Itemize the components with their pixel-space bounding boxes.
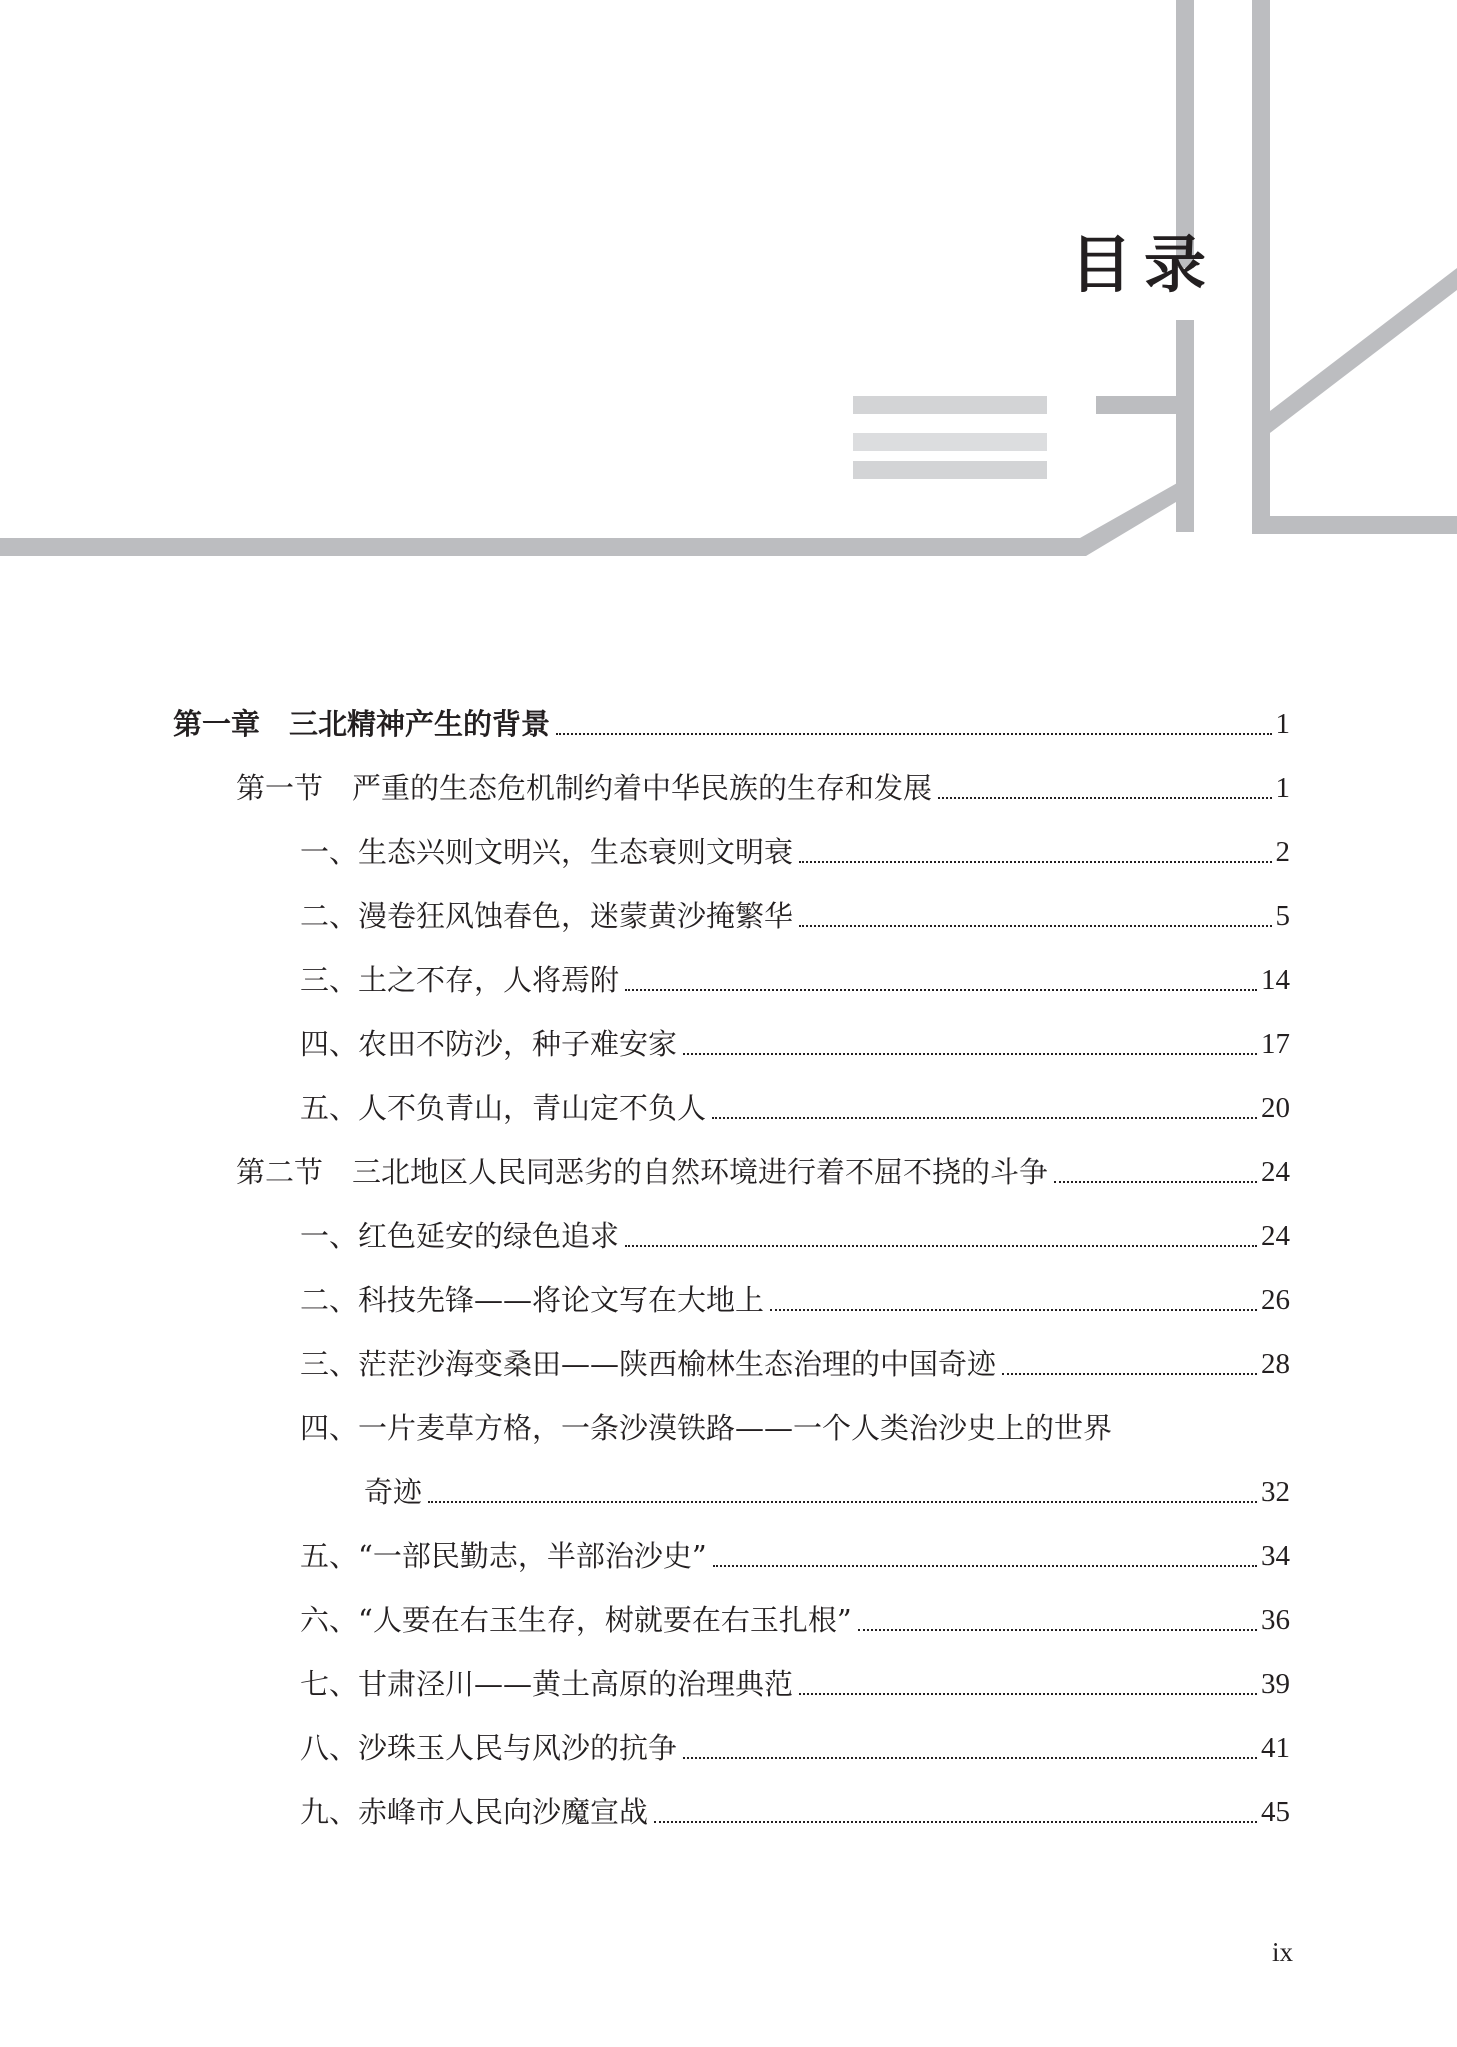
toc-entry-label: 第二节 三北地区人民同恶劣的自然环境进行着不屈不挠的斗争 xyxy=(236,1155,1049,1189)
vertical-bar-right xyxy=(1252,0,1270,532)
bar-middle-solid xyxy=(853,461,1047,479)
toc-entry-label: 第一节 严重的生态危机制约着中华民族的生存和发展 xyxy=(236,771,933,805)
dot-leader xyxy=(556,733,1271,735)
toc-page-number: 20 xyxy=(1261,1092,1290,1124)
dot-leader xyxy=(938,797,1271,799)
toc-entry-label: 奇迹 xyxy=(364,1475,423,1509)
toc-item-line-2[interactable] xyxy=(364,1472,1290,1512)
toc-item[interactable] xyxy=(300,1792,1290,1832)
toc-page-number: 17 xyxy=(1261,1028,1290,1060)
toc-entry-label: 二、科技先锋——将论文写在大地上 xyxy=(300,1283,765,1317)
toc-entry-label: 一、生态兴则文明兴，生态衰则文明衰 xyxy=(300,835,794,869)
horizontal-stub xyxy=(1096,396,1186,414)
dot-leader xyxy=(683,1053,1257,1055)
toc-entry-label: 五、人不负青山，青山定不负人 xyxy=(300,1091,707,1125)
dot-leader xyxy=(654,1821,1257,1823)
toc-page-number: 36 xyxy=(1261,1604,1290,1636)
vertical-bar-left-lower xyxy=(1176,320,1194,532)
toc-entry-label: 第一章 三北精神产生的背景 xyxy=(173,707,551,741)
dot-leader xyxy=(625,989,1257,991)
toc-item[interactable] xyxy=(300,1728,1290,1768)
dot-leader xyxy=(770,1309,1257,1311)
toc-page-number: 34 xyxy=(1261,1540,1290,1572)
toc-entry-label: 二、漫卷狂风蚀春色，迷蒙黄沙掩繁华 xyxy=(300,899,794,933)
toc-page-number: 39 xyxy=(1261,1668,1290,1700)
dot-leader xyxy=(1002,1373,1257,1375)
dot-leader xyxy=(858,1629,1257,1631)
toc-entry-label: 八、沙珠玉人民与风沙的抗争 xyxy=(300,1731,678,1765)
toc-item[interactable] xyxy=(300,1536,1290,1576)
toc-item-line-1[interactable] xyxy=(300,1408,1290,1448)
toc-item[interactable] xyxy=(300,1344,1290,1384)
page-number-footer: ix xyxy=(1272,1937,1294,1967)
toc-item[interactable] xyxy=(300,896,1290,936)
toc-page-number: 14 xyxy=(1261,964,1290,996)
toc-page-number: 2 xyxy=(1275,836,1290,868)
dot-leader xyxy=(625,1245,1257,1247)
dot-leader xyxy=(799,1693,1257,1695)
toc-item[interactable] xyxy=(300,1600,1290,1640)
dot-leader xyxy=(799,925,1271,927)
toc-entry-label: 六、“人要在右玉生存，树就要在右玉扎根” xyxy=(300,1603,852,1637)
toc-page-number: 28 xyxy=(1261,1348,1290,1380)
toc-entry-label: 四、一片麦草方格，一条沙漠铁路——一个人类治沙史上的世界 xyxy=(300,1411,1113,1445)
toc-item[interactable] xyxy=(300,832,1290,872)
toc-entry-label: 三、土之不存，人将焉附 xyxy=(300,963,620,997)
toc-item[interactable] xyxy=(300,1088,1290,1128)
toc-item[interactable] xyxy=(300,1280,1290,1320)
page-title: 目录 xyxy=(1070,228,1219,301)
toc-section-1[interactable] xyxy=(236,768,1290,808)
dot-leader xyxy=(683,1757,1257,1759)
dot-leader xyxy=(799,861,1271,863)
toc-entry-label: 七、甘肃泾川——黄土高原的治理典范 xyxy=(300,1667,794,1701)
toc-item[interactable] xyxy=(300,1664,1290,1704)
toc-entry-label: 一、红色延安的绿色追求 xyxy=(300,1219,620,1253)
dot-leader xyxy=(428,1501,1257,1503)
toc-entry-label: 四、农田不防沙，种子难安家 xyxy=(300,1027,678,1061)
diagonal-stroke xyxy=(1266,268,1457,436)
dot-leader xyxy=(712,1117,1257,1119)
dot-leader xyxy=(713,1565,1257,1567)
toc-page-number: 41 xyxy=(1261,1732,1290,1764)
toc-entry-label: 三、茫茫沙海变桑田——陕西榆林生态治理的中国奇迹 xyxy=(300,1347,997,1381)
toc-page-number: 24 xyxy=(1261,1156,1290,1188)
toc-entry-label: 九、赤峰市人民向沙魔宣战 xyxy=(300,1795,649,1829)
right-foot xyxy=(1252,516,1457,534)
toc-page-number: 1 xyxy=(1275,708,1290,740)
toc-entry-label: 五、“一部民勤志，半部治沙史” xyxy=(300,1539,707,1573)
toc-page-number: 24 xyxy=(1261,1220,1290,1252)
bar-middle xyxy=(853,433,1047,451)
toc-page-number: 26 xyxy=(1261,1284,1290,1316)
toc-item[interactable] xyxy=(300,1024,1290,1064)
toc-section-2[interactable] xyxy=(236,1152,1290,1192)
horizontal-rule xyxy=(0,478,1186,556)
toc-page-number: 1 xyxy=(1275,772,1290,804)
toc-item[interactable] xyxy=(300,960,1290,1000)
dot-leader xyxy=(1054,1181,1257,1183)
bar-top-solid xyxy=(853,396,1047,414)
toc-page-number: 32 xyxy=(1261,1476,1290,1508)
toc-item[interactable] xyxy=(300,1216,1290,1256)
toc-page-number: 5 xyxy=(1275,900,1290,932)
toc-page-number: 45 xyxy=(1261,1796,1290,1828)
toc-chapter-1[interactable] xyxy=(173,704,1290,744)
